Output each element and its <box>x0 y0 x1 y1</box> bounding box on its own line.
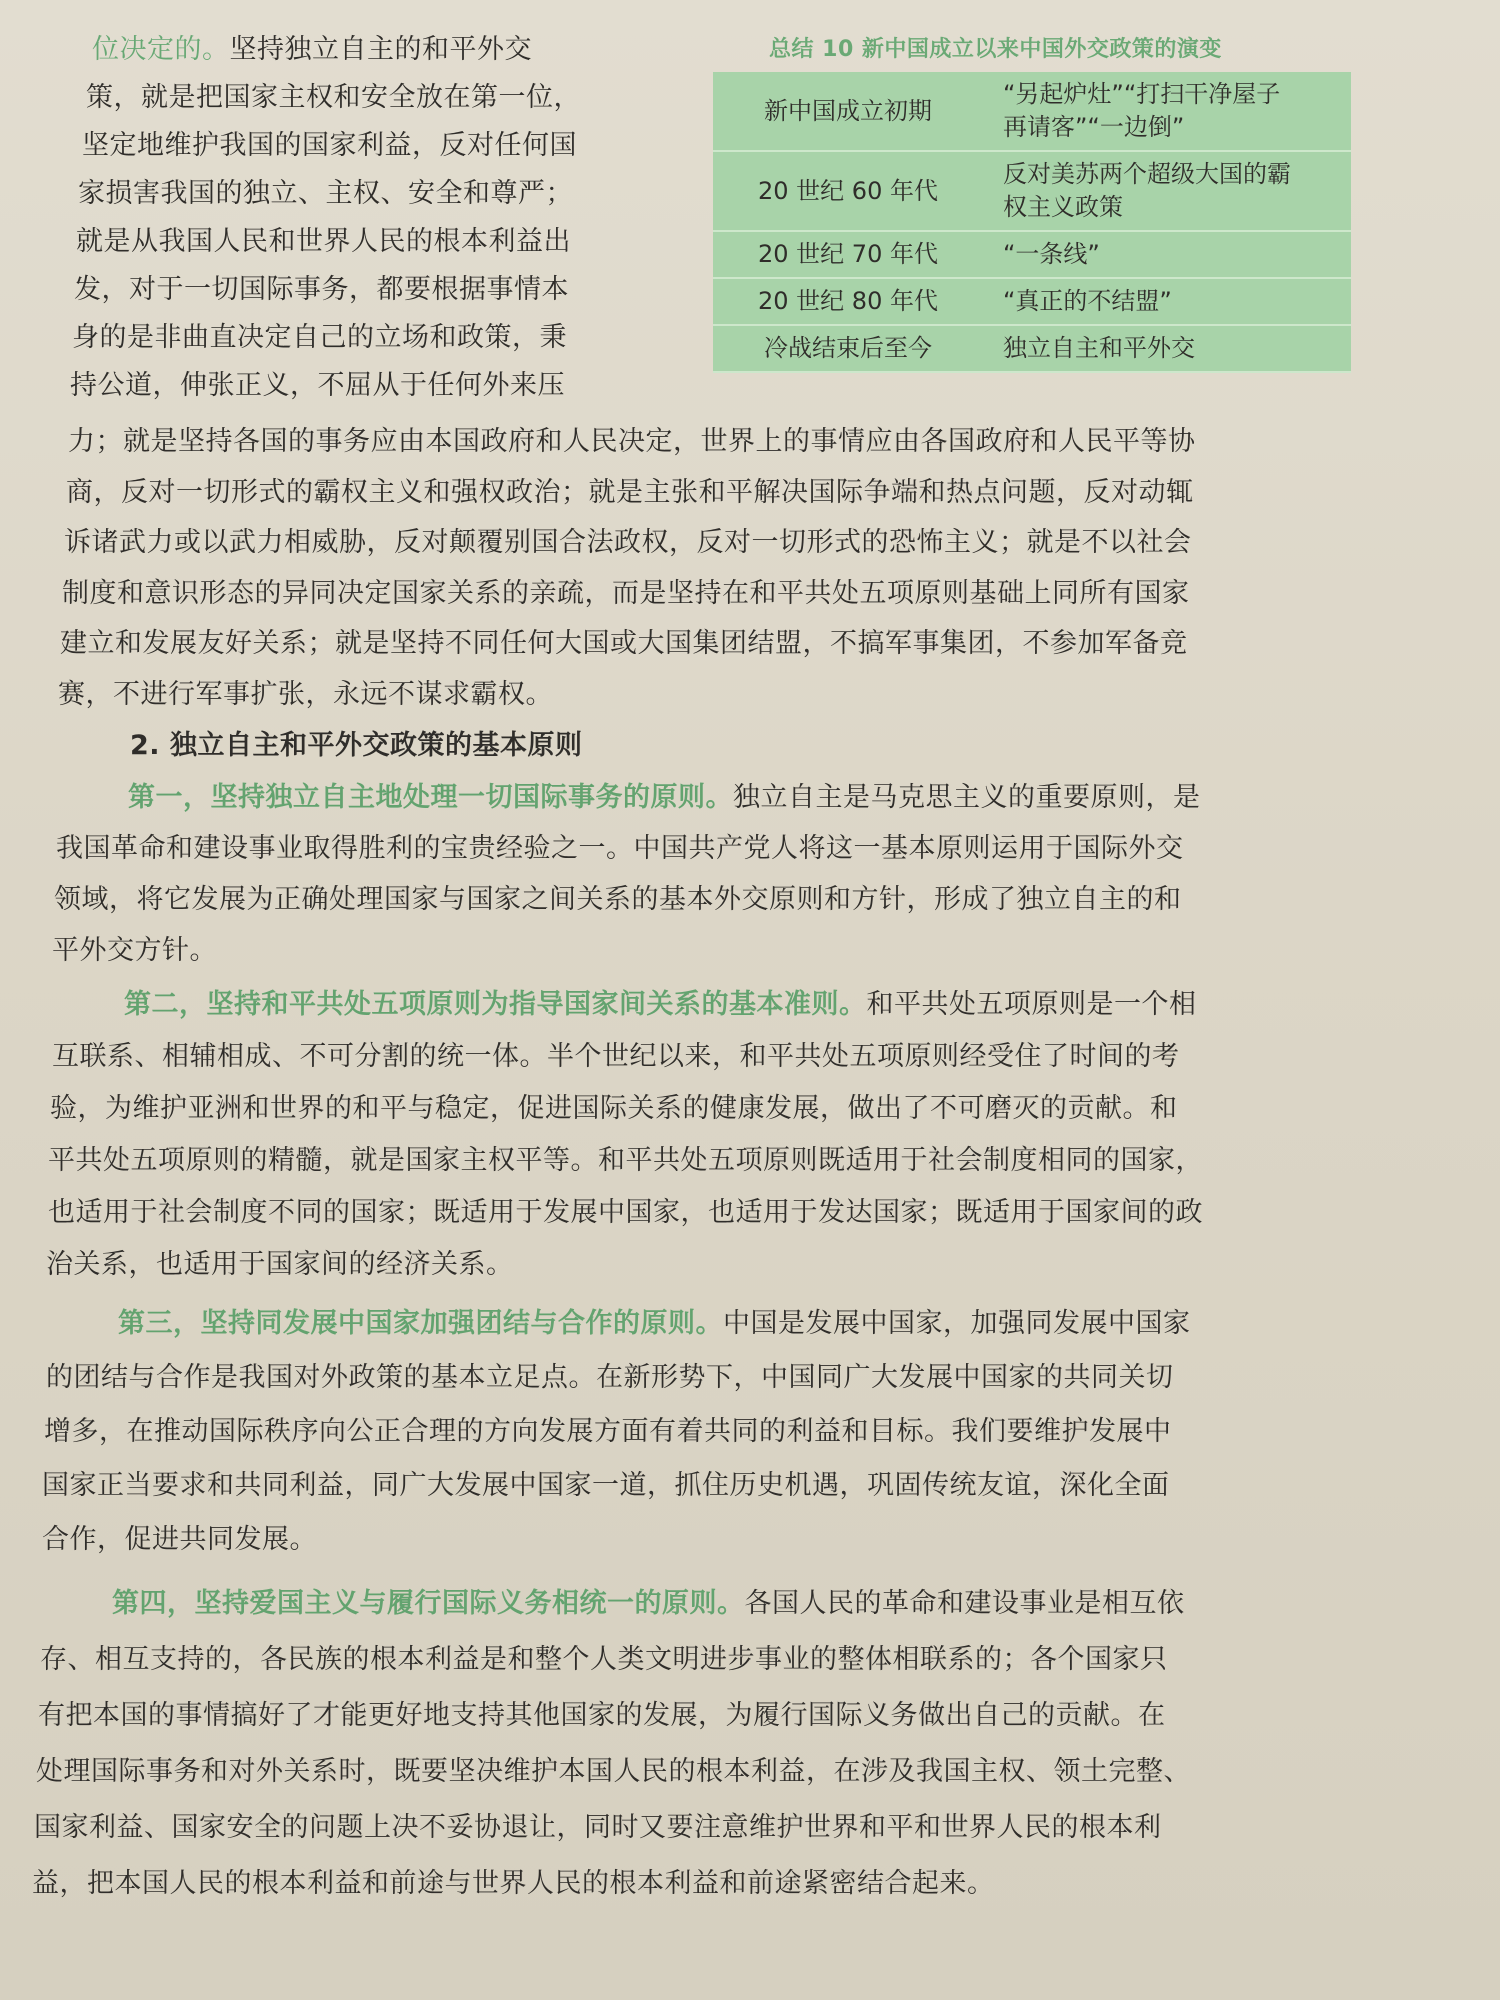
policy-cell <box>983 151 1351 231</box>
text-line: 验，为维护亚洲和世界的和平与稳定，促进国际关系的健康发展，做出了不可磨灭的贡献。和 <box>50 1093 1178 1124</box>
text-line: 平共处五项原则的精髓，就是国家主权平等。和平共处五项原则既适用于社会制度相同的国家， <box>48 1145 1203 1176</box>
text-line: 策，就是把国家主权和安全放在第一位， <box>86 82 581 113</box>
text-line: 国家正当要求和共同利益，同广大发展中国家一道，抓住历史机遇，巩固传统友谊，深化全面 <box>42 1470 1170 1501</box>
text-line <box>92 30 532 70</box>
policy-line: 再请客”“一边倒” <box>1003 113 1185 141</box>
text-line: 我国革命和建设事业取得胜利的宝贵经验之一。中国共产党人将这一基本原则运用于国际外交 <box>56 833 1184 864</box>
text-line: 处理国际事务和对外关系时，既要坚决维护本国人民的根本利益，在涉及我国主权、领土完整、 <box>36 1756 1191 1787</box>
text-line <box>112 1584 1185 1624</box>
text-line: 建立和发展友好关系；就是坚持不同任何大国或大国集团结盟，不搞军事集团，不参加军备竞 <box>60 628 1188 659</box>
text-line <box>118 1304 1191 1344</box>
text-line: 领域，将它发展为正确处理国家与国家之间关系的基本外交原则和方针，形成了独立自主的和 <box>54 884 1182 915</box>
policy-cell <box>983 278 1351 325</box>
summary-title: 总结 10 新中国成立以来中国外交政策的演变 <box>769 37 1222 62</box>
text-line: 持公道，伸张正义，不屈从于任何外来压 <box>70 370 565 401</box>
text-line: 的团结与合作是我国对外政策的基本立足点。在新形势下，中国同广大发展中国家的共同关切 <box>46 1362 1174 1393</box>
period-cell: 20 世纪 70 年代 <box>713 231 983 278</box>
policy-line: “一条线” <box>1003 240 1100 268</box>
text-line: 治关系，也适用于国家间的经济关系。 <box>46 1249 514 1280</box>
policy-line: “另起炉灶”“打扫干净屋子 <box>1003 80 1281 108</box>
text-span: 和平共处五项原则是一个相 <box>866 989 1197 1020</box>
text-line: 合作，促进共同发展。 <box>42 1524 317 1555</box>
policy-line: 反对美苏两个超级大国的霸 <box>1003 160 1291 188</box>
policy-line: “真正的不结盟” <box>1003 287 1172 315</box>
text-line: 坚定地维护我国的国家利益，反对任何国 <box>82 130 577 161</box>
text-line: 制度和意识形态的异同决定国家关系的亲疏，而是坚持在和平共处五项原则基础上同所有国家 <box>62 578 1190 609</box>
principle-key: 第三，坚持同发展中国家加强团结与合作的原则。 <box>118 1308 723 1339</box>
table-row <box>713 325 1351 372</box>
text-line: 有把本国的事情搞好了才能更好地支持其他国家的发展，为履行国际义务做出自己的贡献。在 <box>38 1700 1166 1731</box>
text-span: 独立自主是马克思主义的重要原则，是 <box>733 782 1201 813</box>
policy-cell <box>983 231 1351 278</box>
period-cell: 20 世纪 80 年代 <box>713 278 983 325</box>
text-span: 中国是发展中国家，加强同发展中国家 <box>723 1308 1191 1339</box>
text-line: 就是从我国人民和世界人民的根本利益出 <box>76 226 571 257</box>
period-cell: 20 世纪 60 年代 <box>713 151 983 231</box>
text-line: 国家利益、国家安全的问题上决不妥协退让，同时又要注意维护世界和平和世界人民的根本利 <box>34 1812 1162 1843</box>
principle-key: 第一，坚持独立自主地处理一切国际事务的原则。 <box>128 782 733 813</box>
period-cell: 新中国成立初期 <box>713 72 983 151</box>
text-line: 也适用于社会制度不同的国家；既适用于发展中国家，也适用于发达国家；既适用于国家间的政 <box>48 1197 1203 1228</box>
table-row <box>713 72 1351 151</box>
policy-cell <box>983 325 1351 372</box>
text-line: 存、相互支持的，各民族的根本利益是和整个人类文明进步事业的整体相联系的；各个国家只 <box>40 1644 1168 1675</box>
principle-key: 第二，坚持和平共处五项原则为指导国家间关系的基本准则。 <box>124 989 867 1020</box>
text-line: 商，反对一切形式的霸权主义和强权政治；就是主张和平解决国际争端和热点问题，反对动辄 <box>66 477 1194 508</box>
period-cell: 冷战结束后至今 <box>713 325 983 372</box>
summary-box <box>713 24 1351 382</box>
table-row <box>713 278 1351 325</box>
summary-table <box>713 72 1351 373</box>
text-line: 诉诸武力或以武力相威胁，反对颠覆别国合法政权，反对一切形式的恐怖主义；就是不以社会 <box>64 527 1192 558</box>
section-heading: 2. 独立自主和平外交政策的基本原则 <box>130 730 583 761</box>
table-row <box>713 231 1351 278</box>
text-line: 益，把本国人民的根本利益和前途与世界人民的根本利益和前途紧密结合起来。 <box>32 1868 995 1899</box>
text-line: 家损害我国的独立、主权、安全和尊严； <box>78 178 573 209</box>
text-line: 发，对于一切国际事务，都要根据事情本 <box>74 274 569 305</box>
intro-lead: 位决定的。 <box>92 34 230 65</box>
text-span: 各国人民的革命和建设事业是相互依 <box>744 1588 1185 1619</box>
text-line: 力；就是坚持各国的事务应由本国政府和人民决定，世界上的事情应由各国政府和人民平等协 <box>68 426 1196 457</box>
text-line: 平外交方针。 <box>52 935 217 966</box>
policy-line: 独立自主和平外交 <box>1003 334 1195 362</box>
text-line: 互联系、相辅相成、不可分割的统一体。半个世纪以来，和平共处五项原则经受住了时间的考 <box>52 1041 1180 1072</box>
policy-line: 权主义政策 <box>1003 193 1123 221</box>
text-line <box>128 778 1201 818</box>
policy-cell <box>983 72 1351 151</box>
text-span: 坚持独立自主的和平外交 <box>229 34 532 65</box>
text-line: 身的是非曲直决定自己的立场和政策，秉 <box>72 322 567 353</box>
text-line <box>124 985 1197 1025</box>
principle-key: 第四，坚持爱国主义与履行国际义务相统一的原则。 <box>112 1588 745 1619</box>
text-line: 增多，在推动国际秩序向公正合理的方向发展方面有着共同的利益和目标。我们要维护发展中 <box>44 1416 1172 1447</box>
text-line: 赛，不进行军事扩张，永远不谋求霸权。 <box>58 679 553 710</box>
table-row <box>713 151 1351 231</box>
